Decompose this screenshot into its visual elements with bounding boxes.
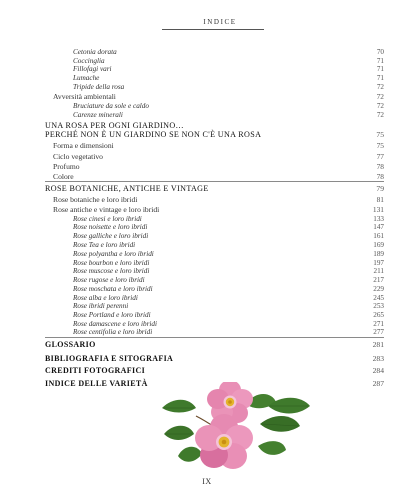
toc-entry-page: 70 — [376, 47, 384, 56]
toc-entry-title: Rose rugose e loro ibridi — [73, 276, 145, 284]
toc-entry-page: 245 — [373, 293, 384, 302]
toc-entry-page: 161 — [373, 231, 384, 240]
toc-entry-page: 284 — [372, 366, 384, 375]
toc-entry — [0, 354, 414, 364]
toc-entry-page: 211 — [373, 267, 384, 275]
toc-entry-title: Carenze minerali — [73, 110, 123, 119]
leaf-right-2 — [260, 416, 300, 432]
toc-entry-title: Ciclo vegetativo — [53, 151, 103, 161]
toc-entry-page: 77 — [376, 151, 384, 161]
toc-entry-title: Colore — [53, 172, 74, 181]
toc-entry — [0, 327, 414, 337]
toc-entry-page: 287 — [372, 378, 384, 388]
section-divider — [45, 181, 384, 182]
toc-entry-page: 72 — [376, 82, 384, 91]
section-divider — [45, 337, 384, 338]
toc-entry-title: Rose antiche e vintage e loro ibridi — [53, 205, 160, 214]
toc-entry-title: Bruciature da sole e caldo — [73, 101, 149, 110]
leaf-left-2 — [164, 426, 194, 440]
toc-entry-title: ROSE BOTANICHE, ANTICHE E VINTAGE — [45, 184, 209, 193]
toc-entry-page: 169 — [373, 240, 384, 249]
toc-entry — [0, 152, 414, 162]
toc-entry — [0, 340, 414, 350]
toc-entry — [0, 82, 414, 92]
toc-entry-page: 71 — [376, 65, 384, 73]
toc-entry-page: 71 — [376, 73, 384, 82]
toc-entry-title: Rose alba e loro ibridi — [73, 293, 138, 302]
toc-entry-page: 79 — [376, 184, 384, 193]
toc-entry — [0, 130, 414, 140]
toc-entry-page: 78 — [376, 172, 384, 181]
toc-entry-page: 217 — [373, 276, 384, 284]
toc-entry-page: 281 — [372, 340, 384, 349]
toc-entry — [0, 141, 414, 151]
toc-entry-title: UNA ROSA PER OGNI GIARDINO… — [45, 121, 184, 130]
toc-entry-page: 265 — [373, 311, 384, 319]
toc-entry-title: Rose damascene e loro ibridi — [73, 319, 157, 328]
toc-entry-title: PERCHÉ NON È UN GIARDINO SE NON C'È UNA ROSA — [45, 130, 262, 139]
toc-entry-page: 78 — [376, 161, 384, 171]
toc-entry-title: Rose Portland e loro ibridi — [73, 311, 151, 319]
toc-entry-title: Forma e dimensioni — [53, 141, 114, 150]
toc-entry — [0, 162, 414, 172]
toc-entry — [0, 366, 414, 376]
toc-entry-page: 271 — [373, 319, 384, 328]
toc-entry-page: 131 — [372, 205, 384, 214]
toc-entry-page: 71 — [376, 56, 384, 65]
toc-entry-title: Rose muscose e loro ibridi — [73, 267, 150, 275]
toc-entry-page: 72 — [376, 101, 384, 110]
page-header: INDICE — [203, 18, 237, 26]
toc-entry-page: 253 — [373, 302, 384, 310]
toc-entry-page: 189 — [373, 249, 384, 258]
toc-entry-title: GLOSSARIO — [45, 340, 96, 349]
toc-entry-page: 197 — [373, 258, 384, 267]
toc-entry-title: Coccinglia — [73, 56, 105, 65]
toc-entry-page: 72 — [376, 110, 384, 119]
page-number: IX — [202, 477, 212, 486]
toc-entry-page: 147 — [373, 223, 384, 231]
toc-entry-title: Lumache — [73, 73, 100, 82]
toc-entry-page: 75 — [376, 130, 384, 139]
toc-entry-title: Rose ibridi perenni — [73, 302, 129, 310]
toc-entry-page: 72 — [376, 92, 384, 101]
toc-entry-title: CREDITI FOTOGRAFICI — [45, 366, 146, 375]
toc-entry-title: Tripide della rosa — [73, 82, 125, 91]
toc-entry-title: Rose moschata e loro ibridi — [73, 284, 153, 293]
leaf-bottom-right — [258, 441, 286, 455]
toc-entry-title: Rose botaniche e loro ibridi — [53, 194, 138, 204]
leaf-bottom — [178, 447, 202, 462]
toc-entry-page: 277 — [373, 328, 384, 336]
toc-entry — [0, 110, 414, 120]
toc-entry-title: Rose galliche e loro ibridi — [73, 231, 149, 240]
toc-entry-title: INDICE DELLE VARIETÀ — [45, 378, 148, 388]
toc-entry-title: Fillofagi vari — [73, 65, 112, 73]
rose-lower — [195, 414, 253, 469]
toc-entry-page: 133 — [373, 215, 384, 223]
toc-entry — [0, 195, 414, 205]
toc-entry-title: Profumo — [53, 161, 80, 171]
toc-entry-page: 75 — [376, 141, 384, 150]
toc-entry-title: Avversità ambientali — [53, 92, 116, 101]
toc-entry-title: Rose centifolia e loro ibridi — [73, 328, 153, 336]
toc-entry-title: Rose cinesi e loro ibridi — [73, 215, 142, 223]
toc-entry-title: Rose bourbon e loro ibridi — [73, 258, 150, 267]
toc-entry-page: 229 — [373, 284, 384, 293]
leaf-left — [162, 400, 196, 413]
toc-entry-page: 283 — [372, 353, 384, 363]
toc-entry-title: BIBLIOGRAFIA E SITOGRAFIA — [45, 353, 174, 363]
toc-entry — [0, 184, 414, 194]
toc-entry-title: Cetonia dorata — [73, 47, 117, 56]
toc-entry-title: Rose noisette e loro ibridi — [73, 223, 148, 231]
wild-rose-illustration — [160, 382, 316, 478]
toc-entry-title: Rose Tea e loro ibridi — [73, 240, 136, 249]
toc-entry-title: Rose polyantha e loro ibridi — [73, 249, 154, 258]
toc-entry-page: 81 — [376, 194, 384, 204]
